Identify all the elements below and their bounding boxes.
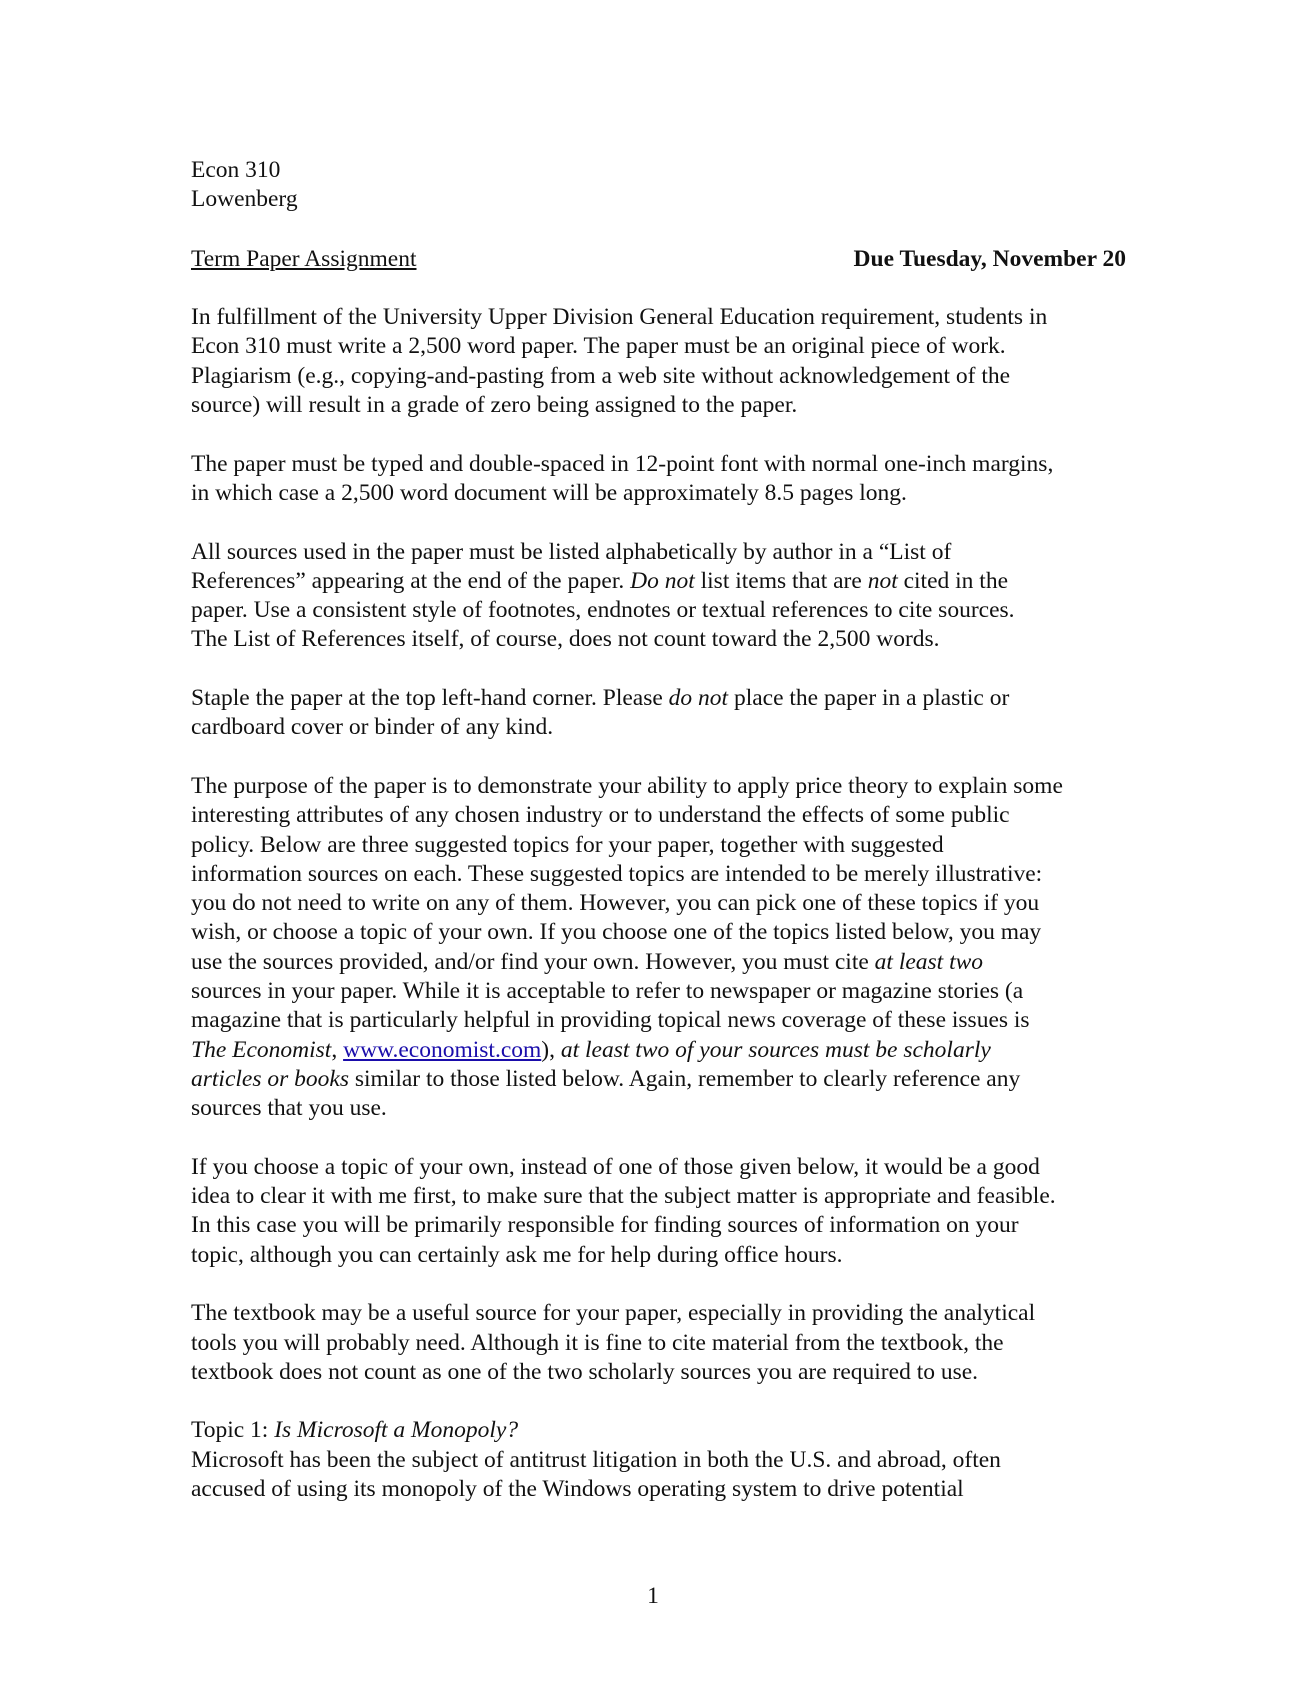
due-date: Due Tuesday, November 20: [853, 245, 1126, 272]
text-line: The paper must be typed and double-spaced in 12-point font with normal one-inch margins,: [191, 450, 1054, 477]
emphasis-scholarly: at least two of your sources must be scholarly: [560, 1036, 991, 1063]
text-line: [191, 1065, 1126, 1094]
text-line: The List of References itself, of course, does not count toward the 2,500 words.: [191, 626, 940, 653]
text-line: Microsoft has been the subject of antitrust litigation in both the U.S. and abroad, often: [191, 1446, 1001, 1473]
text-line: accused of using its monopoly of the Windows operating system to drive potential: [191, 1476, 964, 1503]
text-line: Econ 310 must write a 2,500 word paper. The paper must be an original piece of work.: [191, 333, 1006, 360]
paragraph-textbook: [191, 1299, 1126, 1387]
text-run: place the paper in a plastic or: [728, 685, 1010, 712]
text-line: textbook does not count as one of the two scholarly sources you are required to use.: [191, 1358, 979, 1385]
paragraph-own-topic: [191, 1153, 1126, 1270]
text-line: The purpose of the paper is to demonstrate your ability to apply price theory to explain some: [191, 772, 1063, 799]
header-block: [191, 156, 1126, 215]
text-line: All sources used in the paper must be listed alphabetically by author in a “List of: [191, 538, 952, 565]
economist-link[interactable]: www.economist.com: [343, 1036, 542, 1063]
text-line: [191, 567, 1126, 596]
text-line: topic, although you can certainly ask me for help during office hours.: [191, 1241, 843, 1268]
document-body: [191, 156, 1126, 1504]
instructor-name: Lowenberg: [191, 186, 298, 213]
topic-title: Is Microsoft a Monopoly?: [274, 1417, 519, 1444]
topic-1-section: [191, 1416, 1126, 1504]
page-number: 1: [647, 1583, 659, 1609]
emphasis-at-least-two: at least two: [874, 948, 984, 975]
text-run: similar to those listed below. Again, remember to clearly reference any: [348, 1065, 1021, 1092]
paragraph-formatting: [191, 450, 1126, 509]
emphasis-articles-books: articles or books: [191, 1065, 349, 1092]
text-run: Staple the paper at the top left-hand corner. Please: [191, 685, 669, 712]
paragraph-references: [191, 538, 1126, 655]
text-line: [191, 948, 1126, 977]
topic-heading: [191, 1416, 1126, 1445]
text-run: list items that are: [694, 567, 868, 594]
text-line: idea to clear it with me first, to make sure that the subject matter is appropriate and feasible.: [191, 1183, 1056, 1210]
paragraph-staple: [191, 684, 1126, 743]
course-name: Econ 310: [191, 157, 281, 183]
magazine-title: The Economist: [191, 1036, 332, 1063]
text-run: use the sources provided, and/or find your own. However, you must cite: [191, 948, 875, 975]
text-line: in which case a 2,500 word document will be approximately 8.5 pages long.: [191, 479, 907, 506]
text-line: [191, 684, 1126, 713]
assignment-title: Term Paper Assignment: [191, 245, 417, 272]
text-line: sources in your paper. While it is acceptable to refer to newspaper or magazine stories (a: [191, 978, 1024, 1005]
text-line: In fulfillment of the University Upper Division General Education requirement, students in: [191, 304, 1048, 331]
text-run: cited in the: [897, 567, 1009, 594]
title-row: [191, 245, 1126, 274]
text-line: If you choose a topic of your own, instead of one of those given below, it would be a good: [191, 1153, 1040, 1180]
text-line: cardboard cover or binder of any kind.: [191, 714, 554, 741]
text-run: ,: [331, 1036, 344, 1063]
text-line: The textbook may be a useful source for your paper, especially in providing the analytical: [191, 1300, 1036, 1327]
text-line: tools you will probably need. Although it is fine to cite material from the textbook, the: [191, 1329, 1004, 1356]
text-line: source) will result in a grade of zero being assigned to the paper.: [191, 392, 798, 419]
text-line: interesting attributes of any chosen industry or to understand the effects of some public: [191, 802, 1010, 829]
emphasis-do-not: do not: [668, 685, 729, 712]
emphasis-do-not: Do not: [630, 567, 695, 594]
text-line: information sources on each. These suggested topics are intended to be merely illustrative:: [191, 860, 1043, 887]
emphasis-not: not: [867, 567, 898, 594]
text-line: policy. Below are three suggested topics for your paper, together with suggested: [191, 831, 944, 858]
text-line: sources that you use.: [191, 1095, 387, 1122]
paragraph-requirement: [191, 303, 1126, 420]
text-line: wish, or choose a topic of your own. If you choose one of the topics listed below, you may: [191, 919, 1042, 946]
paragraph-purpose: [191, 772, 1126, 1124]
text-line: Plagiarism (e.g., copying-and-pasting from a web site without acknowledgement of the: [191, 362, 1011, 389]
text-run: ),: [541, 1036, 561, 1063]
topic-label: Topic 1:: [191, 1417, 275, 1444]
text-line: you do not need to write on any of them. However, you can pick one of these topics if you: [191, 890, 1040, 917]
text-line: paper. Use a consistent style of footnotes, endnotes or textual references to cite sources.: [191, 597, 1015, 624]
text-run: References” appearing at the end of the paper.: [191, 567, 631, 594]
text-line: In this case you will be primarily responsible for finding sources of information on your: [191, 1212, 1019, 1239]
text-line: magazine that is particularly helpful in providing topical news coverage of these issues is: [191, 1007, 1030, 1034]
text-line: [191, 1036, 1126, 1065]
